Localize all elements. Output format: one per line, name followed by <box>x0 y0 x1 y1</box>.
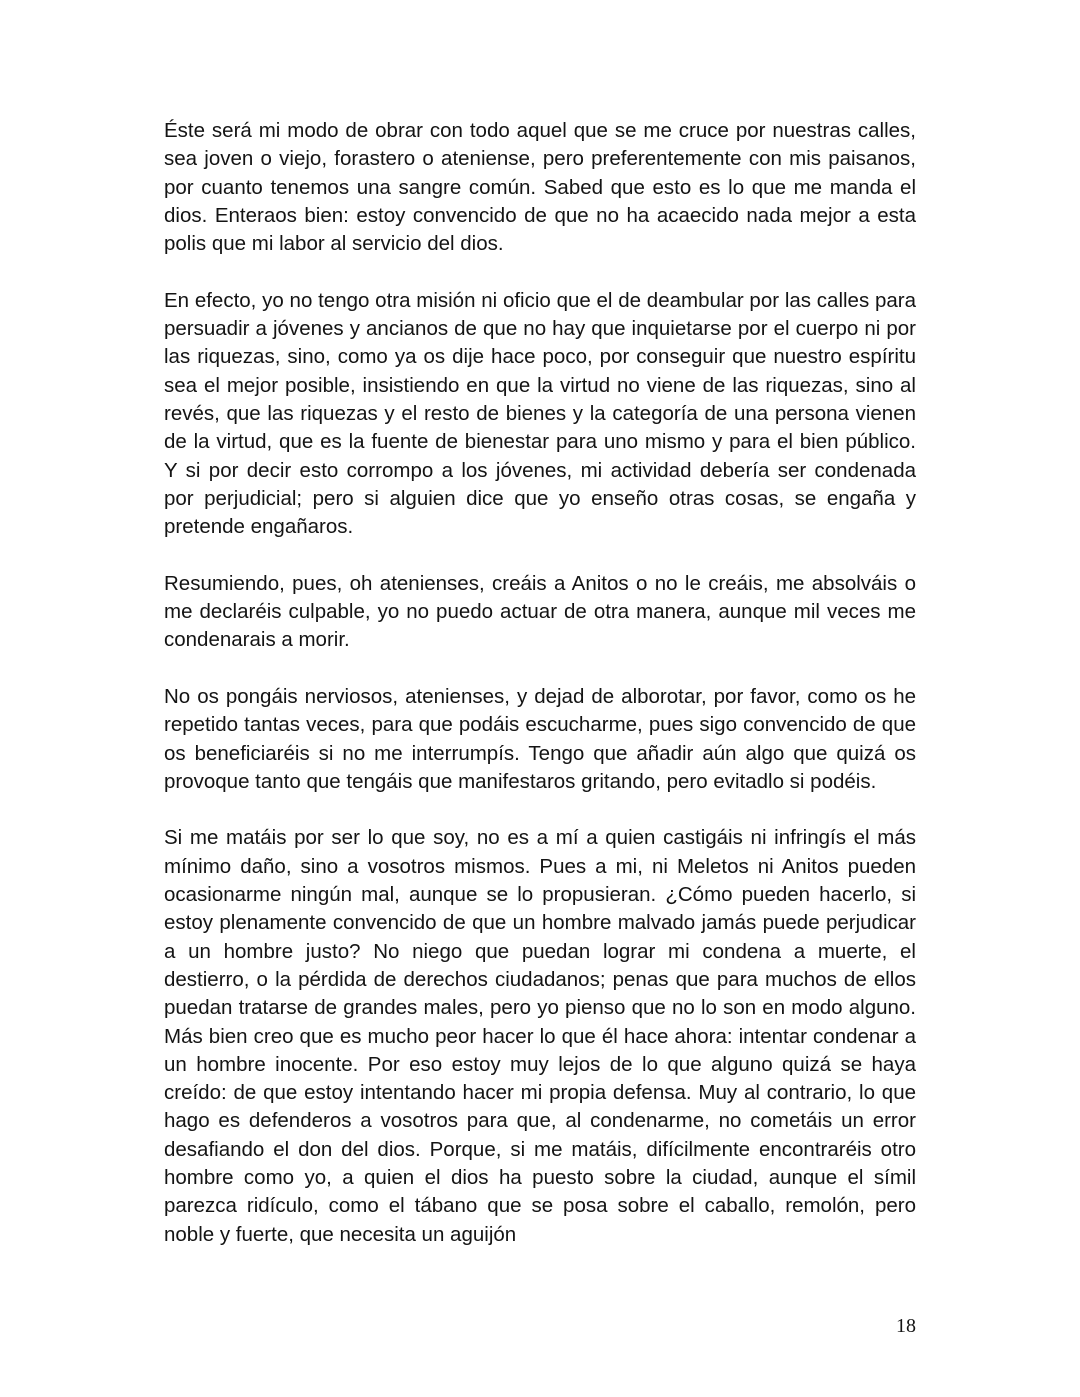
paragraph-3: Resumiendo, pues, oh atenienses, creáis a Anitos o no le creáis, me absolváis o me declaréis culpable, yo no puedo actuar de otra manera, aunque mil veces me condenarais a morir. <box>164 571 916 652</box>
body-text <box>164 117 916 1249</box>
paragraph-5: Si me matáis por ser lo que soy, no es a mí a quien castigáis ni infringís el más mínimo daño, sino a vosotros mismos. Pues a mi, ni Meletos ni Anitos pueden ocasionarme ningún mal, aunque se lo propusieran. ¿Cómo pueden hacerlo, si estoy plenamente convencido de que un hombre malvado jamás puede perjudicar a un hombre justo? No niego que puedan lograr mi condena a muerte, el destierro, o la pérdida de derechos ciudadanos; penas que para muchos de ellos puedan tratarse de grandes males, pero yo pienso que no lo son en modo alguno. Más bien creo que es mucho peor hacer lo que él hace ahora: intentar condenar a un hombre inocente. Por eso estoy muy lejos de lo que alguno quizá se haya creído: de que estoy intentando hacer mi propia defensa. Muy al contrario, lo que hago es defenderos a vosotros para que, al condenarme, no cometáis un error desafiando el don del dios. Porque, si me matáis, difícilmente encontraréis otro hombre como yo, a quien el dios ha puesto sobre la ciudad, aunque el símil parezca ridículo, como el tábano que se posa sobre el caballo, remolón, pero noble y fuerte, que necesita un aguijón <box>164 826 916 1246</box>
paragraph-1: Éste será mi modo de obrar con todo aquel que se me cruce por nuestras calles, sea joven o viejo, forastero o ateniense, pero preferentemente con mis paisanos, por cuanto tenemos una sangre común. Sabed que esto es lo que me manda el dios. Enteraos bien: estoy convencido de que no ha acaecido nada mejor a esta polis que mi labor al servicio del dios. <box>164 119 916 256</box>
page-number: 18 <box>896 1315 916 1337</box>
paragraph-4: No os pongáis nerviosos, atenienses, y dejad de alborotar, por favor, como os he repetido tantas veces, para que podáis escucharme, pues sigo convencido de que os beneficiaréis si no me interrumpís. Tengo que añadir aún algo que quizá os provoque tanto que tengáis que manifestaros gritando, pero evitadlo si podéis. <box>164 684 916 793</box>
paragraph-2: En efecto, yo no tengo otra misión ni oficio que el de deambular por las calles para persuadir a jóvenes y ancianos de que no hay que inquietarse por el cuerpo ni por las riquezas, sino, como ya os dije hace poco, por conseguir que nuestro espíritu sea el mejor posible, insistiendo en que la virtud no viene de las riquezas, sino al revés, que las riquezas y el resto de bienes y la categoría de una persona vienen de la virtud, que es la fuente de bienestar para uno mismo y para el bien público. Y si por decir esto corrompo a los jóvenes, mi actividad debería ser condenada por perjudicial; pero si alguien dice que yo enseño otras cosas, se engaña y pretende engañaros. <box>164 288 916 539</box>
